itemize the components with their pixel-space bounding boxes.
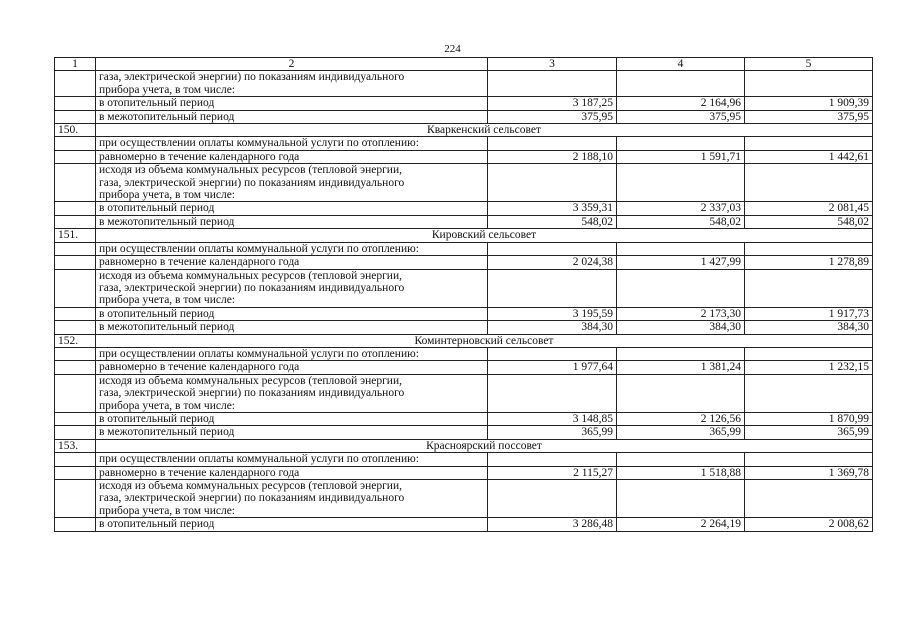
column-header: 3 <box>488 58 617 71</box>
value-row <box>55 321 873 334</box>
column-header: 1 <box>55 58 96 71</box>
empty-value-cell <box>745 453 873 466</box>
row-number <box>55 269 96 307</box>
section-title: Красноярский поссовет <box>96 439 873 452</box>
row-number <box>55 466 96 479</box>
value-col-5: 375,95 <box>745 110 873 123</box>
empty-value-cell <box>488 164 617 202</box>
row-number <box>55 110 96 123</box>
row-description: исходя из объема коммунальных ресурсов (тепловой энергии, газа, электрической энергии) по показаниям индивидуального прибора учета, в том числе: <box>96 269 488 307</box>
description-row <box>55 347 873 360</box>
empty-value-cell <box>745 137 873 150</box>
value-row <box>55 466 873 479</box>
row-description: в отопительный период <box>96 518 488 531</box>
value-col-5: 2 081,45 <box>745 202 873 215</box>
value-row <box>55 110 873 123</box>
value-row <box>55 307 873 320</box>
value-col-3: 2 024,38 <box>488 256 617 269</box>
empty-value-cell <box>617 480 745 518</box>
value-row <box>55 361 873 374</box>
column-header: 4 <box>617 58 745 71</box>
empty-value-cell <box>745 269 873 307</box>
empty-value-cell <box>488 374 617 412</box>
row-number <box>55 347 96 360</box>
row-number <box>55 215 96 228</box>
value-col-3: 3 195,59 <box>488 307 617 320</box>
description-row <box>55 164 873 202</box>
empty-value-cell <box>617 242 745 255</box>
row-number <box>55 361 96 374</box>
value-row <box>55 97 873 110</box>
value-col-4: 2 337,03 <box>617 202 745 215</box>
value-col-4: 2 173,30 <box>617 307 745 320</box>
value-col-5: 1 909,39 <box>745 97 873 110</box>
value-row <box>55 256 873 269</box>
value-col-5: 1 232,15 <box>745 361 873 374</box>
section-number: 150. <box>55 124 96 137</box>
row-number <box>55 518 96 531</box>
row-number <box>55 71 96 97</box>
row-number <box>55 453 96 466</box>
page-number: 224 <box>444 43 461 55</box>
value-col-5: 2 008,62 <box>745 518 873 531</box>
value-col-4: 2 264,19 <box>617 518 745 531</box>
row-description: в отопительный период <box>96 202 488 215</box>
description-row <box>55 242 873 255</box>
value-col-3: 548,02 <box>488 215 617 228</box>
section-title: Кваркенский сельсовет <box>96 124 873 137</box>
column-header: 5 <box>745 58 873 71</box>
row-number <box>55 150 96 163</box>
section-title: Коминтерновский сельсовет <box>96 334 873 347</box>
row-number <box>55 321 96 334</box>
section-number: 151. <box>55 229 96 242</box>
empty-value-cell <box>617 269 745 307</box>
row-number <box>55 97 96 110</box>
empty-value-cell <box>745 347 873 360</box>
value-col-5: 548,02 <box>745 215 873 228</box>
value-col-3: 384,30 <box>488 321 617 334</box>
value-col-3: 3 359,31 <box>488 202 617 215</box>
row-description: исходя из объема коммунальных ресурсов (тепловой энергии, газа, электрической энергии) по показаниям индивидуального прибора учета, в том числе: <box>96 480 488 518</box>
row-number <box>55 412 96 425</box>
value-col-5: 1 917,73 <box>745 307 873 320</box>
row-description: при осуществлении оплаты коммунальной услуги по отоплению: <box>96 453 488 466</box>
value-row <box>55 215 873 228</box>
row-description: исходя из объема коммунальных ресурсов (тепловой энергии, газа, электрической энергии) по показаниям индивидуального прибора учета, в том числе: <box>96 374 488 412</box>
value-col-3: 3 286,48 <box>488 518 617 531</box>
section-number: 153. <box>55 439 96 452</box>
section-row <box>55 229 873 242</box>
empty-value-cell <box>488 137 617 150</box>
empty-value-cell <box>745 480 873 518</box>
row-description: в отопительный период <box>96 412 488 425</box>
value-col-3: 365,99 <box>488 426 617 439</box>
description-row <box>55 453 873 466</box>
section-row <box>55 439 873 452</box>
row-number <box>55 307 96 320</box>
row-description: при осуществлении оплаты коммунальной услуги по отоплению: <box>96 137 488 150</box>
empty-value-cell <box>488 480 617 518</box>
value-row <box>55 150 873 163</box>
value-col-3: 375,95 <box>488 110 617 123</box>
empty-value-cell <box>617 347 745 360</box>
row-number <box>55 202 96 215</box>
row-description: в межотопительный период <box>96 215 488 228</box>
row-description: в отопительный период <box>96 97 488 110</box>
value-col-5: 1 442,61 <box>745 150 873 163</box>
value-col-3: 3 187,25 <box>488 97 617 110</box>
empty-value-cell <box>488 71 617 97</box>
empty-value-cell <box>617 164 745 202</box>
row-description: в межотопительный период <box>96 321 488 334</box>
empty-value-cell <box>488 347 617 360</box>
value-row <box>55 426 873 439</box>
value-col-4: 548,02 <box>617 215 745 228</box>
row-description: равномерно в течение календарного года <box>96 150 488 163</box>
row-number <box>55 374 96 412</box>
value-col-4: 1 518,88 <box>617 466 745 479</box>
value-col-4: 365,99 <box>617 426 745 439</box>
value-col-4: 1 591,71 <box>617 150 745 163</box>
value-col-4: 1 427,99 <box>617 256 745 269</box>
row-description: исходя из объема коммунальных ресурсов (тепловой энергии, газа, электрической энергии) по показаниям индивидуального прибора учета, в том числе: <box>96 164 488 202</box>
section-title: Кировский сельсовет <box>96 229 873 242</box>
empty-value-cell <box>617 374 745 412</box>
empty-value-cell <box>745 242 873 255</box>
empty-value-cell <box>745 374 873 412</box>
row-description: равномерно в течение календарного года <box>96 466 488 479</box>
row-description: при осуществлении оплаты коммунальной услуги по отоплению: <box>96 242 488 255</box>
empty-value-cell <box>617 453 745 466</box>
value-col-5: 1 870,99 <box>745 412 873 425</box>
description-row <box>55 137 873 150</box>
value-col-4: 2 126,56 <box>617 412 745 425</box>
section-number: 152. <box>55 334 96 347</box>
column-header-row <box>55 58 873 71</box>
value-row <box>55 412 873 425</box>
empty-value-cell <box>488 453 617 466</box>
row-description: в отопительный период <box>96 307 488 320</box>
row-description: равномерно в течение календарного года <box>96 361 488 374</box>
value-col-5: 1 278,89 <box>745 256 873 269</box>
row-description: равномерно в течение календарного года <box>96 256 488 269</box>
row-number <box>55 164 96 202</box>
row-number <box>55 426 96 439</box>
value-col-3: 3 148,85 <box>488 412 617 425</box>
column-header: 2 <box>96 58 488 71</box>
value-col-4: 2 164,96 <box>617 97 745 110</box>
description-row <box>55 374 873 412</box>
value-col-3: 1 977,64 <box>488 361 617 374</box>
value-col-3: 2 188,10 <box>488 150 617 163</box>
value-col-5: 1 369,78 <box>745 466 873 479</box>
value-col-5: 384,30 <box>745 321 873 334</box>
description-row <box>55 269 873 307</box>
section-row <box>55 124 873 137</box>
description-row <box>55 71 873 97</box>
value-col-4: 384,30 <box>617 321 745 334</box>
row-number <box>55 137 96 150</box>
section-row <box>55 334 873 347</box>
empty-value-cell <box>617 137 745 150</box>
row-description: газа, электрической энергии) по показаниям индивидуального прибора учета, в том числе: <box>96 71 488 97</box>
row-number <box>55 256 96 269</box>
row-number <box>55 480 96 518</box>
empty-value-cell <box>488 269 617 307</box>
empty-value-cell <box>488 242 617 255</box>
row-description: при осуществлении оплаты коммунальной услуги по отоплению: <box>96 347 488 360</box>
row-description: в межотопительный период <box>96 426 488 439</box>
empty-value-cell <box>745 164 873 202</box>
row-description: в межотопительный период <box>96 110 488 123</box>
value-col-5: 365,99 <box>745 426 873 439</box>
value-col-3: 2 115,27 <box>488 466 617 479</box>
empty-value-cell <box>617 71 745 97</box>
value-col-4: 375,95 <box>617 110 745 123</box>
value-row <box>55 518 873 531</box>
value-col-4: 1 381,24 <box>617 361 745 374</box>
tariff-table <box>54 57 873 532</box>
empty-value-cell <box>745 71 873 97</box>
description-row <box>55 480 873 518</box>
value-row <box>55 202 873 215</box>
row-number <box>55 242 96 255</box>
